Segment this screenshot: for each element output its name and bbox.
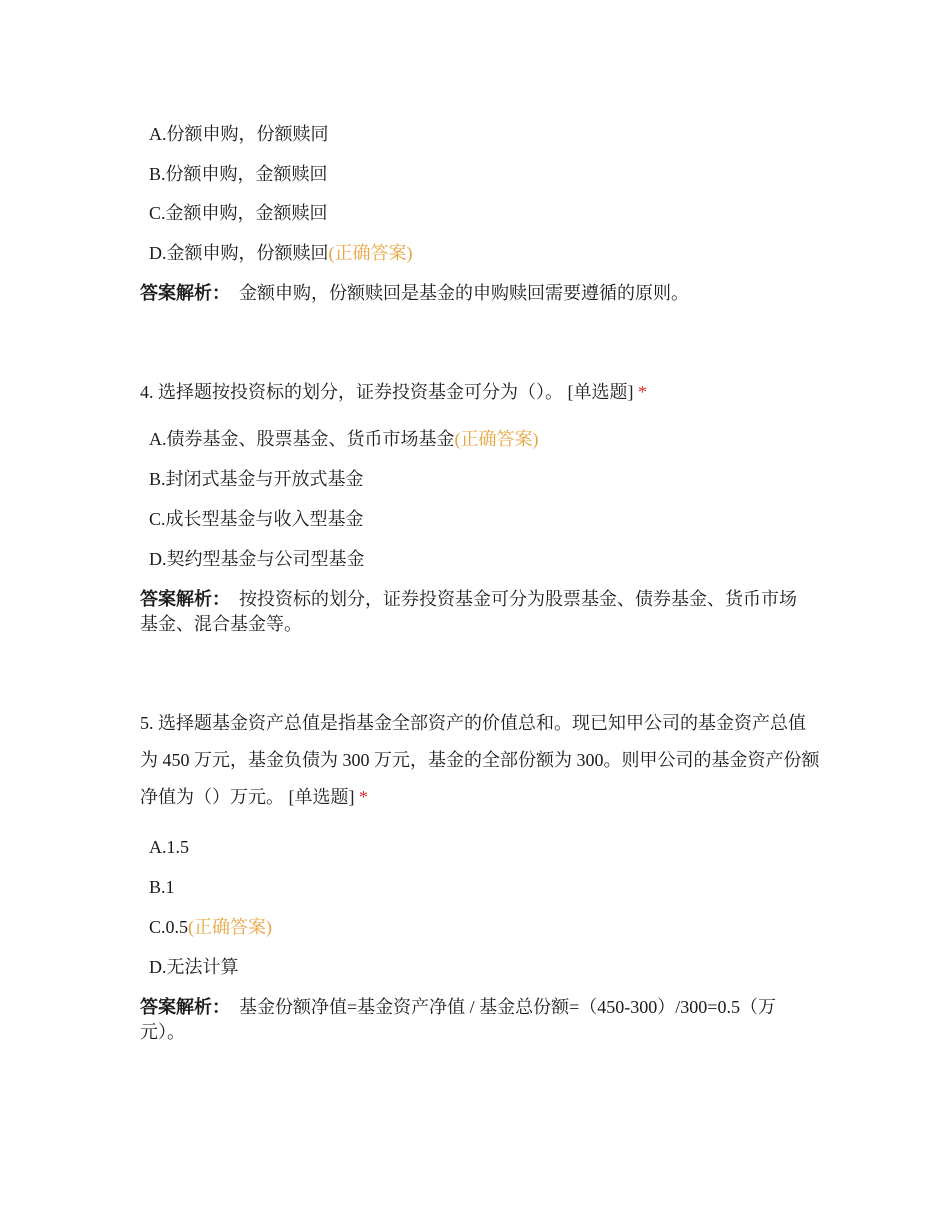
option-text: A.债券基金、股票基金、货币市场基金 — [149, 429, 455, 449]
question-type: [单选题] — [567, 382, 634, 402]
analysis-label: 答案解析： — [140, 589, 230, 609]
q5-option-d — [149, 955, 239, 979]
option-text: B.封闭式基金与开放式基金 — [149, 469, 364, 489]
q3-option-c — [149, 201, 328, 225]
option-text: A.份额申购，份额赎同 — [149, 124, 329, 144]
analysis-label: 答案解析： — [140, 283, 230, 303]
q4-option-c — [149, 507, 364, 531]
q3-analysis — [140, 281, 805, 306]
required-mark: * — [359, 787, 368, 807]
option-text: C.0.5 — [149, 917, 189, 937]
option-text: B.1 — [149, 877, 175, 897]
q5-analysis — [140, 995, 805, 1045]
analysis-label: 答案解析： — [140, 997, 230, 1017]
question-type: [单选题] — [288, 787, 355, 807]
analysis-text: 金额申购，份额赎回是基金的申购赎回需要遵循的原则。 — [239, 283, 689, 303]
q3-option-a — [149, 122, 329, 146]
q3-option-b — [149, 162, 328, 186]
option-text: C.成长型基金与收入型基金 — [149, 509, 364, 529]
q4-stem — [140, 374, 820, 411]
q4-analysis — [140, 587, 805, 637]
question-stem: 5. 选择题基金资产总值是指基金全部资产的价值总和。现已知甲公司的基金资产总值为 450 万元，基金负债为 300 万元，基金的全部份额为 300。则甲公司的基金资产份额净值为（）万元。 — [140, 713, 820, 807]
q4-option-d — [149, 547, 365, 571]
option-text: B.份额申购，金额赎回 — [149, 164, 328, 184]
option-text: D.无法计算 — [149, 957, 239, 977]
q4-option-a — [149, 427, 539, 451]
analysis-text: 按投资标的划分，证券投资基金可分为股票基金、债券基金、货币市场基金、混合基金等。 — [140, 589, 797, 634]
q5-option-a — [149, 835, 189, 859]
question-stem: 4. 选择题按投资标的划分，证券投资基金可分为（）。 — [140, 382, 563, 402]
correct-answer-tag: (正确答案) — [454, 429, 539, 449]
q5-option-b — [149, 875, 175, 899]
option-text: D.金额申购，份额赎回 — [149, 243, 329, 263]
q3-option-d — [149, 241, 413, 265]
correct-answer-tag: (正确答案) — [328, 243, 413, 263]
analysis-text: 基金份额净值=基金资产净值 / 基金总份额=（450-300）/300=0.5（万元）。 — [140, 997, 776, 1042]
option-text: D.契约型基金与公司型基金 — [149, 549, 365, 569]
required-mark: * — [638, 382, 647, 402]
q4-option-b — [149, 467, 364, 491]
q5-stem — [140, 705, 820, 816]
q5-option-c — [149, 915, 272, 939]
correct-answer-tag: (正确答案) — [188, 917, 273, 937]
option-text: C.金额申购，金额赎回 — [149, 203, 328, 223]
option-text: A.1.5 — [149, 837, 189, 857]
